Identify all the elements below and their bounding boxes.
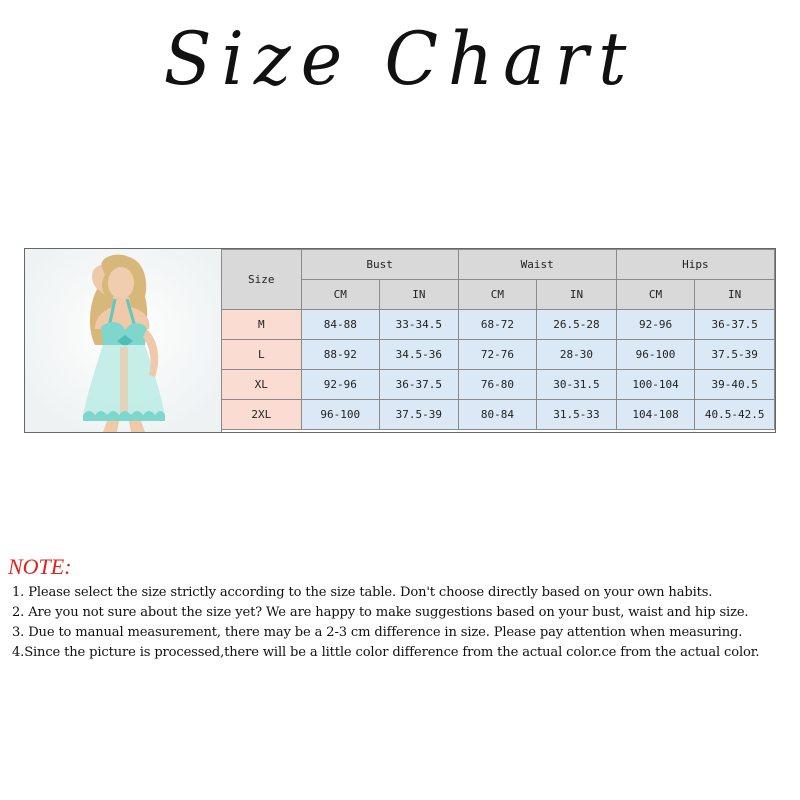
note-item: 1. Please select the size strictly according to the size table. Don't choose directly based on your own habits.	[12, 585, 713, 600]
table-cell: 30-31.5	[537, 370, 617, 400]
table-cell: 26.5-28	[537, 310, 617, 340]
table-cell: 28-30	[537, 340, 617, 370]
unit-header: CM	[616, 280, 695, 310]
table-cell: 92-96	[301, 370, 380, 400]
page-title: Size Chart	[163, 15, 637, 103]
table-cell: 92-96	[616, 310, 695, 340]
note-list	[12, 583, 800, 663]
table-cell: 80-84	[458, 400, 537, 430]
table-cell: 31.5-33	[537, 400, 617, 430]
table-cell: 68-72	[458, 310, 537, 340]
group-header-hips: Hips	[616, 250, 774, 280]
table-row	[222, 340, 775, 370]
size-label: L	[222, 340, 302, 370]
note-label: NOTE:	[8, 554, 72, 579]
unit-header: IN	[380, 280, 459, 310]
table-cell: 104-108	[616, 400, 695, 430]
note-item: 2. Are you not sure about the size yet? We are happy to make suggestions based on your bust, waist and hip size.	[12, 605, 749, 620]
table-cell: 88-92	[301, 340, 380, 370]
table-cell: 33-34.5	[380, 310, 459, 340]
table-row	[222, 370, 775, 400]
group-header-waist: Waist	[458, 250, 616, 280]
table-cell: 37.5-39	[380, 400, 459, 430]
table-cell: 36-37.5	[380, 370, 459, 400]
size-table	[221, 249, 775, 430]
size-header: Size	[222, 250, 302, 310]
table-row	[222, 310, 775, 340]
table-cell: 76-80	[458, 370, 537, 400]
unit-header: CM	[458, 280, 537, 310]
size-label: 2XL	[222, 400, 302, 430]
table-cell: 96-100	[301, 400, 380, 430]
size-label: M	[222, 310, 302, 340]
table-cell: 96-100	[616, 340, 695, 370]
table-cell: 37.5-39	[695, 340, 775, 370]
table-cell: 100-104	[616, 370, 695, 400]
unit-header: CM	[301, 280, 380, 310]
size-chart-panel	[24, 248, 776, 433]
table-cell: 34.5-36	[380, 340, 459, 370]
note-item: 4.Since the picture is processed,there will be a little color difference from the actual color.ce from the actual color.	[12, 645, 760, 660]
note-item: 3. Due to manual measurement, there may be a 2-3 cm difference in size. Please pay attention when measuring.	[12, 625, 743, 640]
table-row	[222, 400, 775, 430]
model-illustration	[25, 249, 221, 432]
group-header-bust: Bust	[301, 250, 458, 280]
table-cell: 72-76	[458, 340, 537, 370]
size-label: XL	[222, 370, 302, 400]
unit-header: IN	[695, 280, 775, 310]
table-cell: 40.5-42.5	[695, 400, 775, 430]
table-cell: 36-37.5	[695, 310, 775, 340]
table-cell: 39-40.5	[695, 370, 775, 400]
table-cell: 84-88	[301, 310, 380, 340]
model-photo	[25, 249, 222, 432]
unit-header: IN	[537, 280, 617, 310]
